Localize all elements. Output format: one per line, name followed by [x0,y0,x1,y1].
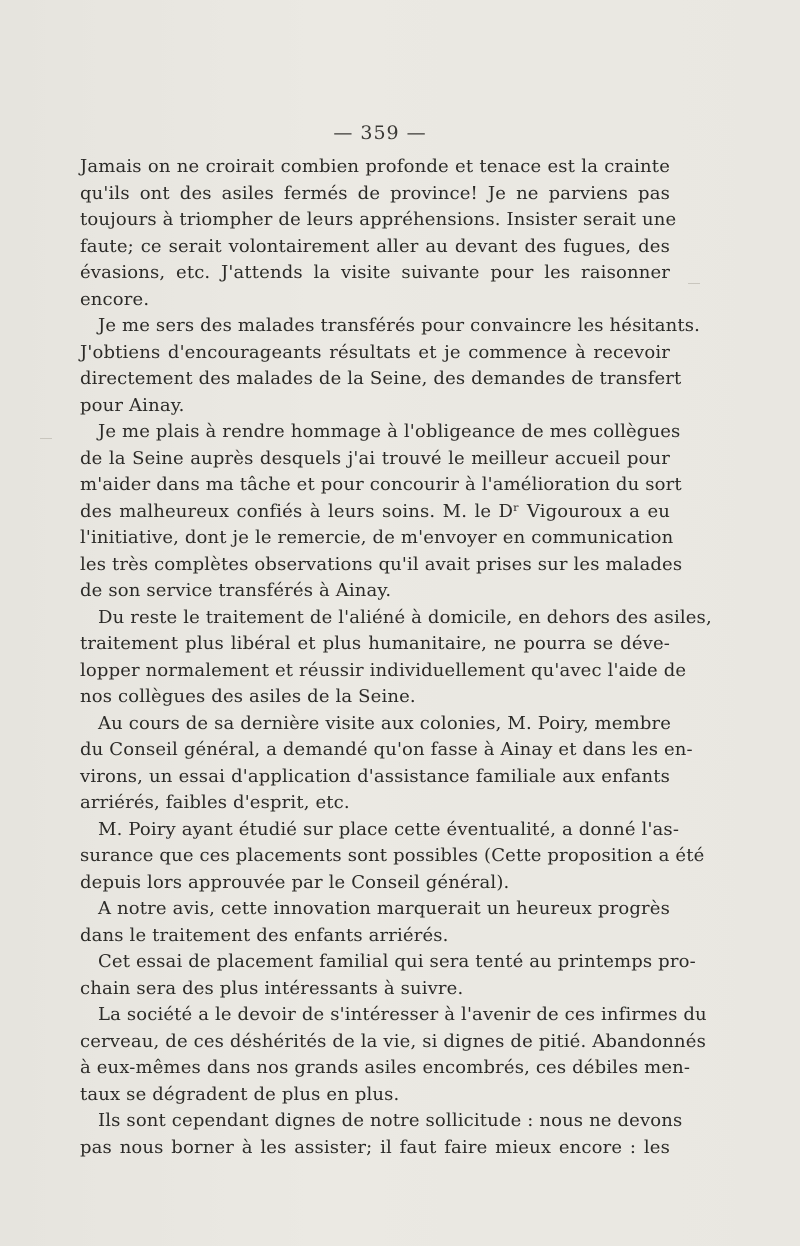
text-line: taux se dégradent de plus en plus. [80,1083,400,1105]
body-text [80,154,712,1161]
margin-mark [688,283,700,284]
text-line: nos collègues des asiles de la Seine. [80,686,416,707]
text-line: de son service transférés à Ainay. [80,580,392,601]
text-line: Au cours de sa dernière visite aux colonies, M. Poiry, membre [98,712,672,734]
text-line: Du reste le traitement de l'aliéné à domicile, en dehors des asiles, [98,606,712,628]
text-line: évasions, etc. J'attends la visite suivante pour les raisonner [80,262,670,283]
text-line: chain sera des plus intéressants à suivre. [80,977,464,999]
text-line: cerveau, de ces déshérités de la vie, si dignes de pitié. Abandonnés [80,1030,706,1052]
text-line: arriérés, faibles d'esprit, etc. [80,792,350,813]
text-line: J'obtiens d'encourageants résultats et je commence à recevoir [80,341,670,363]
text-line: surance que ces placements sont possibles (Cette proposition a été [80,845,705,866]
text-line: lopper normalement et réussir individuellement qu'avec l'aide de [80,659,687,681]
text-line: toujours à triompher de leurs appréhensions. Insister serait une [80,209,677,230]
text-line: A notre avis, cette innovation marquerait un heureux progrès [98,898,670,919]
text-line: de la Seine auprès desquels j'ai trouvé le meilleur accueil pour [80,447,670,469]
text-line: les très complètes observations qu'il avait prises sur les malades [80,553,683,575]
text-line: des malheureux confiés à leurs soins. M. le Dʳ Vigouroux a eu [80,500,670,522]
text-line: traitement plus libéral et plus humanitaire, ne pourra se déve- [80,633,670,654]
page-number: — 359 — [333,122,427,144]
text-line: Ils sont cependant dignes de notre sollicitude : nous ne devons [98,1110,683,1131]
text-line: Je me sers des malades transférés pour convaincre les hésitants. [98,315,701,336]
text-line: dans le traitement des enfants arriérés. [80,924,449,946]
text-line: Cet essai de placement familial qui sera tenté au printemps pro- [98,951,696,972]
text-line: à eux-mêmes dans nos grands asiles encombrés, ces débiles men- [80,1057,691,1078]
text-line: pas nous borner à les assister; il faut faire mieux encore : les [80,1136,670,1158]
text-line: qu'ils ont des asiles fermés de province! Je ne parviens pas [80,182,670,204]
text-line: faute; ce serait volontairement aller au devant des fugues, des [80,235,670,257]
text-line: Jamais on ne croirait combien profonde et tenace est la crainte [80,156,670,177]
text-line: m'aider dans ma tâche et pour concourir à l'amélioration du sort [80,474,682,495]
text-line: pour Ainay. [80,394,185,416]
text-line: directement des malades de la Seine, des demandes de transfert [80,368,682,389]
text-line: depuis lors approuvée par le Conseil général). [80,871,510,893]
text-line: encore. [80,288,150,310]
text-line: La société a le devoir de s'intéresser à l'avenir de ces infirmes du [98,1004,707,1025]
text-line: M. Poiry ayant étudié sur place cette éventualité, a donné l'as- [98,818,680,840]
text-line: virons, un essai d'application d'assistance familiale aux enfants [80,765,670,787]
text-line: du Conseil général, a demandé qu'on fasse à Ainay et dans les en- [80,739,693,760]
text-line: Je me plais à rendre hommage à l'obligeance de mes collègues [98,421,681,442]
text-line: l'initiative, dont je le remercie, de m'envoyer en communication [80,527,674,548]
margin-mark [40,438,52,439]
